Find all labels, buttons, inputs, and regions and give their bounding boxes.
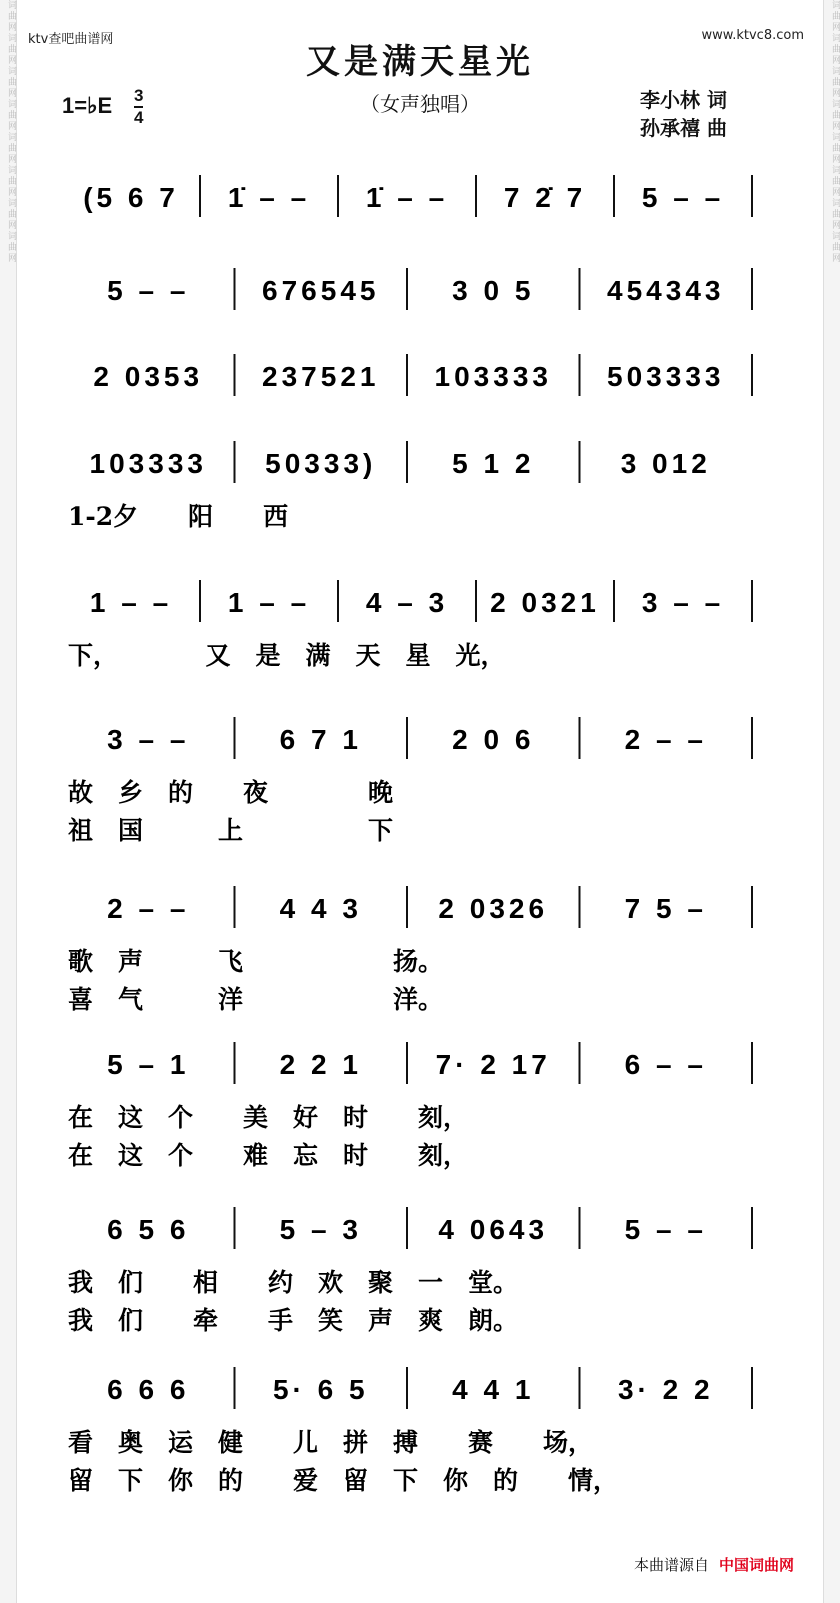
measure-notes: 103333 (89, 448, 207, 479)
source-label: 本曲谱源自 (633, 1556, 709, 1574)
site-watermark-right: www.ktvc8.com (701, 28, 804, 43)
lyric-line: 我 们 相 约 欢 聚 一 堂。 (68, 1268, 519, 1297)
lyric-line: 1-2夕 阳 西 (68, 502, 289, 531)
lyric-line: 看 奥 运 健 儿 拼 搏 赛 场， (68, 1428, 594, 1457)
measure-notes: 2 0321 (490, 587, 600, 618)
lyric-line: 下， 又 是 满 天 星 光， (68, 641, 506, 670)
lyric-line: 故 乡 的 夜 晚 (68, 778, 394, 807)
lyric-line: 祖 国 上 下 (68, 816, 394, 845)
lyric-line: 在 这 个 美 好 时 刻， (68, 1103, 469, 1132)
measure-notes: 237521 (262, 361, 380, 392)
measure-notes: 4 4 1 (452, 1374, 535, 1405)
measure-notes: 5 – – (624, 1214, 707, 1245)
measure-notes: 3· 2 2 (617, 1374, 714, 1405)
measure-notes: 1̇ – – (227, 182, 311, 213)
measure-notes: 103333 (434, 361, 552, 392)
time-signature-bottom: 4 (134, 108, 144, 127)
lyric-line: 喜 气 洋 洋。 (68, 985, 444, 1014)
measure-notes: 6 6 6 (107, 1374, 190, 1405)
lyric-line: 歌 声 飞 扬。 (68, 947, 444, 976)
measure-notes: 2 – – (107, 893, 190, 924)
lyric-line: 留 下 你 的 爱 留 下 你 的 情， (68, 1466, 619, 1495)
source-site: 中国词曲网 (718, 1556, 794, 1574)
time-signature-top: 3 (134, 86, 144, 105)
site-watermark-left: ktv查吧曲谱网 (28, 32, 114, 47)
measure-notes: (5 6 7 (83, 182, 179, 213)
song-subtitle: （女声独唱） (360, 92, 480, 116)
measure-notes: 1̇ – – (365, 182, 449, 213)
measure-notes: 6 5 6 (107, 1214, 190, 1245)
left-strip-text: 词曲网词曲网词曲网词曲网词曲网词曲网词曲网词曲网 (6, 0, 16, 264)
measure-notes: 6 7 1 (279, 724, 362, 755)
lyric-line: 我 们 牵 手 笑 声 爽 朗。 (68, 1306, 519, 1335)
measure-notes: 676545 (262, 275, 380, 306)
measure-notes: 454343 (607, 275, 725, 306)
measure-notes: 2 2 1 (279, 1049, 362, 1080)
right-strip-text: 词曲网词曲网词曲网词曲网词曲网词曲网词曲网词曲网 (830, 0, 840, 264)
measure-notes: 5 – 1 (107, 1049, 190, 1080)
measure-notes: 1 – – (89, 587, 173, 618)
measure-notes: 3 012 (620, 448, 711, 479)
measure-notes: 5 – – (107, 275, 190, 306)
measure-notes: 2 0353 (93, 361, 204, 392)
measure-notes: 503333 (607, 361, 725, 392)
song-title: 又是满天星光 (306, 42, 534, 82)
measure-notes: 6 – – (624, 1049, 707, 1080)
measure-notes: 50333) (265, 448, 377, 479)
measure-notes: 1 – – (227, 587, 311, 618)
measure-notes: 7· 2 17 (435, 1049, 551, 1080)
measure-notes: 7 2̇ 7 (503, 182, 587, 213)
measure-notes: 3 – – (641, 587, 725, 618)
measure-notes: 4 0643 (438, 1214, 549, 1245)
measure-notes: 3 0 5 (452, 275, 535, 306)
lyric-line: 在 这 个 难 忘 时 刻， (68, 1141, 469, 1170)
measure-notes: 2 0326 (438, 893, 549, 924)
measure-notes: 5 – 3 (279, 1214, 362, 1245)
measure-notes: 7 5 – (624, 893, 707, 924)
measure-notes: 4 – 3 (365, 587, 449, 618)
measure-notes: 5 – – (641, 182, 725, 213)
measure-notes: 2 0 6 (452, 724, 535, 755)
source-footer (634, 1554, 794, 1575)
lyricist-credit: 李小林 词 (640, 88, 727, 112)
key-signature: 1=♭E (62, 93, 113, 118)
measure-notes: 5· 6 5 (272, 1374, 369, 1405)
measure-notes: 4 4 3 (279, 893, 362, 924)
composer-credit: 孙承禧 曲 (640, 116, 727, 140)
measure-notes: 2 – – (624, 724, 707, 755)
measure-notes: 3 – – (107, 724, 190, 755)
measure-notes: 5 1 2 (452, 448, 535, 479)
